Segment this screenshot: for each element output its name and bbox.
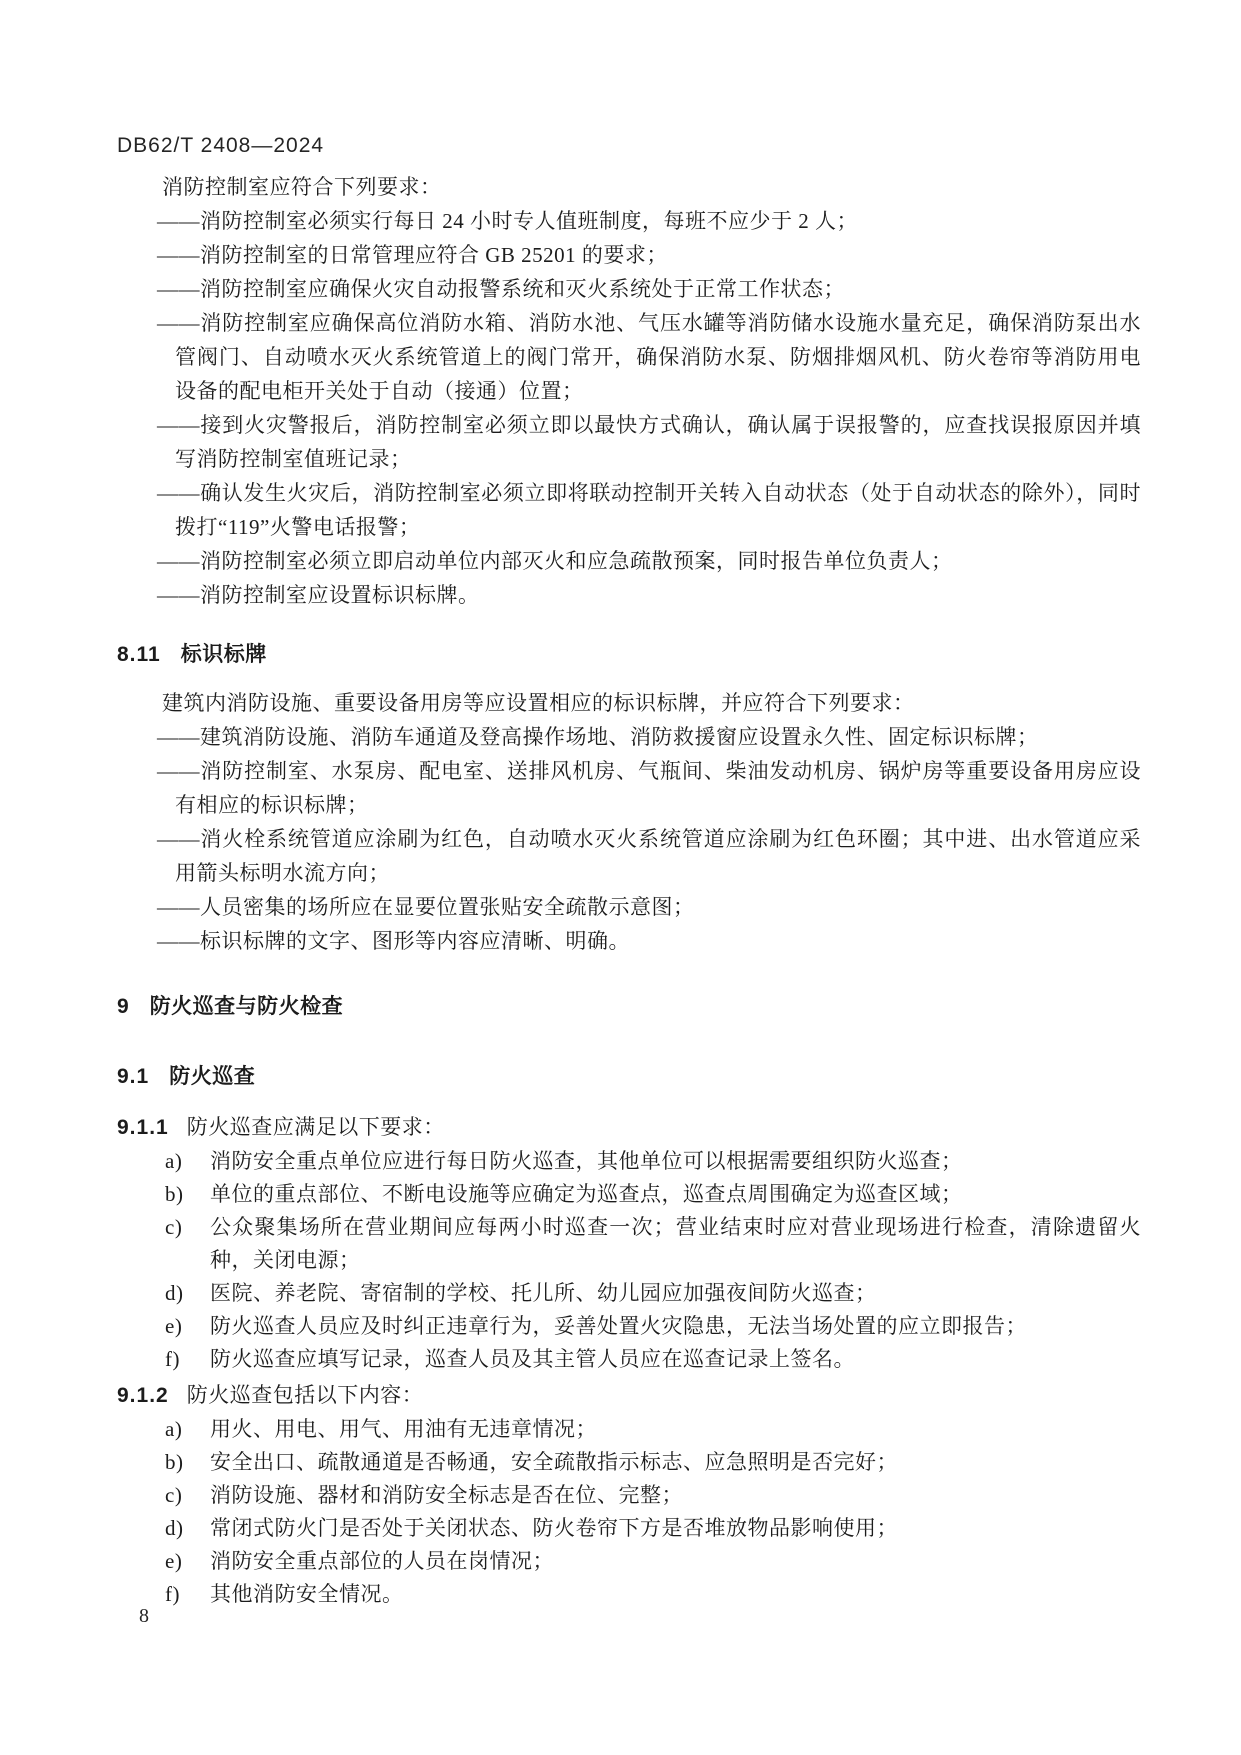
lettered-list-item — [165, 1413, 1141, 1446]
item-text: 防火巡查人员应及时纠正违章行为，妥善处置火灾隐患，无法当场处置的应立即报告； — [210, 1314, 1027, 1338]
lettered-list-item — [165, 1578, 1141, 1611]
signage-requirements-list — [117, 720, 1141, 958]
clause-text: 防火巡查包括以下内容： — [186, 1383, 424, 1407]
item-text: 常闭式防火门是否处于关闭状态、防火卷帘下方是否堆放物品影响使用； — [210, 1516, 898, 1540]
lettered-list-item — [165, 1545, 1141, 1578]
dash-list-item: ——消火栓系统管道应涂刷为红色，自动喷水灭火系统管道应涂刷为红色环圈；其中进、出水管道应采用箭头标明水流方向； — [157, 827, 1141, 885]
lettered-list-item — [165, 1178, 1141, 1211]
clause-9-1-2 — [117, 1378, 1141, 1413]
item-label: a) — [165, 1417, 183, 1441]
lettered-list-item — [165, 1446, 1141, 1479]
section-title: 防火巡查 — [169, 1065, 256, 1088]
clause-text: 防火巡查应满足以下要求： — [186, 1115, 445, 1139]
item-label: a) — [165, 1149, 183, 1173]
lettered-list-item — [165, 1310, 1141, 1343]
item-label: d) — [165, 1281, 184, 1305]
dash-list-item: ——消防控制室应确保火灾自动报警系统和灭火系统处于正常工作状态； — [157, 277, 845, 301]
dash-list-item: ——消防控制室必须立即启动单位内部灭火和应急疏散预案，同时报告单位负责人； — [157, 549, 953, 573]
item-label: c) — [165, 1483, 183, 1507]
item-label: e) — [165, 1314, 183, 1338]
page-number: 8 — [139, 1605, 149, 1627]
section-number: 9.1 — [117, 1065, 150, 1088]
control-room-requirements-list — [117, 204, 1141, 612]
item-text: 消防安全重点部位的人员在岗情况； — [210, 1549, 554, 1573]
section-number: 8.11 — [117, 643, 161, 666]
dash-list-item: ——接到火灾警报后，消防控制室必须立即以最快方式确认，确认属于误报警的，应查找误报原因并填写消防控制室值班记录； — [157, 413, 1141, 471]
dash-list-item: ——消防控制室、水泵房、配电室、送排风机房、气瓶间、柴油发动机房、锅炉房等重要设备用房应设有相应的标识标牌； — [157, 759, 1141, 817]
dash-list-item: ——消防控制室必须实行每日 24 小时专人值班制度，每班不应少于 2 人； — [157, 209, 858, 233]
dash-list-item: ——建筑消防设施、消防车通道及登高操作场地、消防救援窗应设置永久性、固定标识标牌； — [157, 725, 1039, 749]
item-label: f) — [165, 1582, 180, 1606]
section-number: 9 — [117, 995, 130, 1018]
item-text: 防火巡查应填写记录，巡查人员及其主管人员应在巡查记录上签名。 — [210, 1347, 855, 1371]
dash-list-item: ——人员密集的场所应在显要位置张贴安全疏散示意图； — [157, 895, 695, 919]
item-text: 公众聚集场所在营业期间应每两小时巡查一次；营业结束时应对营业现场进行检查，清除遗留火种，关闭电源； — [210, 1215, 1141, 1272]
item-text: 其他消防安全情况。 — [210, 1582, 404, 1606]
lettered-list-item — [165, 1343, 1141, 1376]
signage-intro-para: 建筑内消防设施、重要设备用房等应设置相应的标识标牌，并应符合下列要求： — [162, 691, 915, 715]
patrol-contents-list — [117, 1413, 1141, 1611]
dash-list-item: ——确认发生火灾后，消防控制室必须立即将联动控制开关转入自动状态（处于自动状态的除外），同时拨打“119”火警电话报警； — [157, 481, 1141, 539]
section-heading-8-11 — [117, 638, 1141, 672]
lettered-list-item — [165, 1277, 1141, 1310]
item-label: c) — [165, 1215, 183, 1239]
control-room-intro-para: 消防控制室应符合下列要求： — [162, 175, 442, 199]
item-label: b) — [165, 1450, 184, 1474]
clause-9-1-1 — [117, 1110, 1141, 1145]
section-title: 标识标牌 — [180, 643, 267, 666]
clause-number: 9.1.2 — [117, 1384, 169, 1407]
doc-code-header: DB62/T 2408—2024 — [117, 134, 325, 157]
item-text: 安全出口、疏散通道是否畅通，安全疏散指示标志、应急照明是否完好； — [210, 1450, 898, 1474]
dash-list-item: ——消防控制室的日常管理应符合 GB 25201 的要求； — [157, 243, 668, 267]
item-label: d) — [165, 1516, 184, 1540]
item-text: 单位的重点部位、不断电设施等应确定为巡查点，巡查点周围确定为巡查区域； — [210, 1182, 963, 1206]
section-heading-9 — [117, 990, 1141, 1024]
clause-number: 9.1.1 — [117, 1116, 169, 1139]
item-text: 用火、用电、用气、用油有无违章情况； — [210, 1417, 597, 1441]
lettered-list-item — [165, 1145, 1141, 1178]
page-content — [117, 170, 1141, 1611]
item-label: b) — [165, 1182, 184, 1206]
section-heading-9-1 — [117, 1060, 1141, 1094]
dash-list-item: ——标识标牌的文字、图形等内容应清晰、明确。 — [157, 929, 630, 953]
dash-list-item: ——消防控制室应确保高位消防水箱、消防水池、气压水罐等消防储水设施水量充足，确保消防泵出水管阀门、自动喷水灭火系统管道上的阀门常开，确保消防水泵、防烟排烟风机、防火卷帘等消防用电设备的配电柜开关处于自动（接通）位置； — [157, 311, 1141, 403]
lettered-list-item — [165, 1512, 1141, 1545]
section-title: 防火巡查与防火检查 — [149, 995, 344, 1018]
lettered-list-item — [165, 1479, 1141, 1512]
lettered-list-item — [165, 1211, 1141, 1277]
item-label: e) — [165, 1549, 183, 1573]
dash-list-item: ——消防控制室应设置标识标牌。 — [157, 583, 480, 607]
item-label: f) — [165, 1347, 180, 1371]
patrol-requirements-list — [117, 1145, 1141, 1376]
item-text: 消防设施、器材和消防安全标志是否在位、完整； — [210, 1483, 683, 1507]
item-text: 医院、养老院、寄宿制的学校、托儿所、幼儿园应加强夜间防火巡查； — [210, 1281, 877, 1305]
item-text: 消防安全重点单位应进行每日防火巡查，其他单位可以根据需要组织防火巡查； — [210, 1149, 963, 1173]
